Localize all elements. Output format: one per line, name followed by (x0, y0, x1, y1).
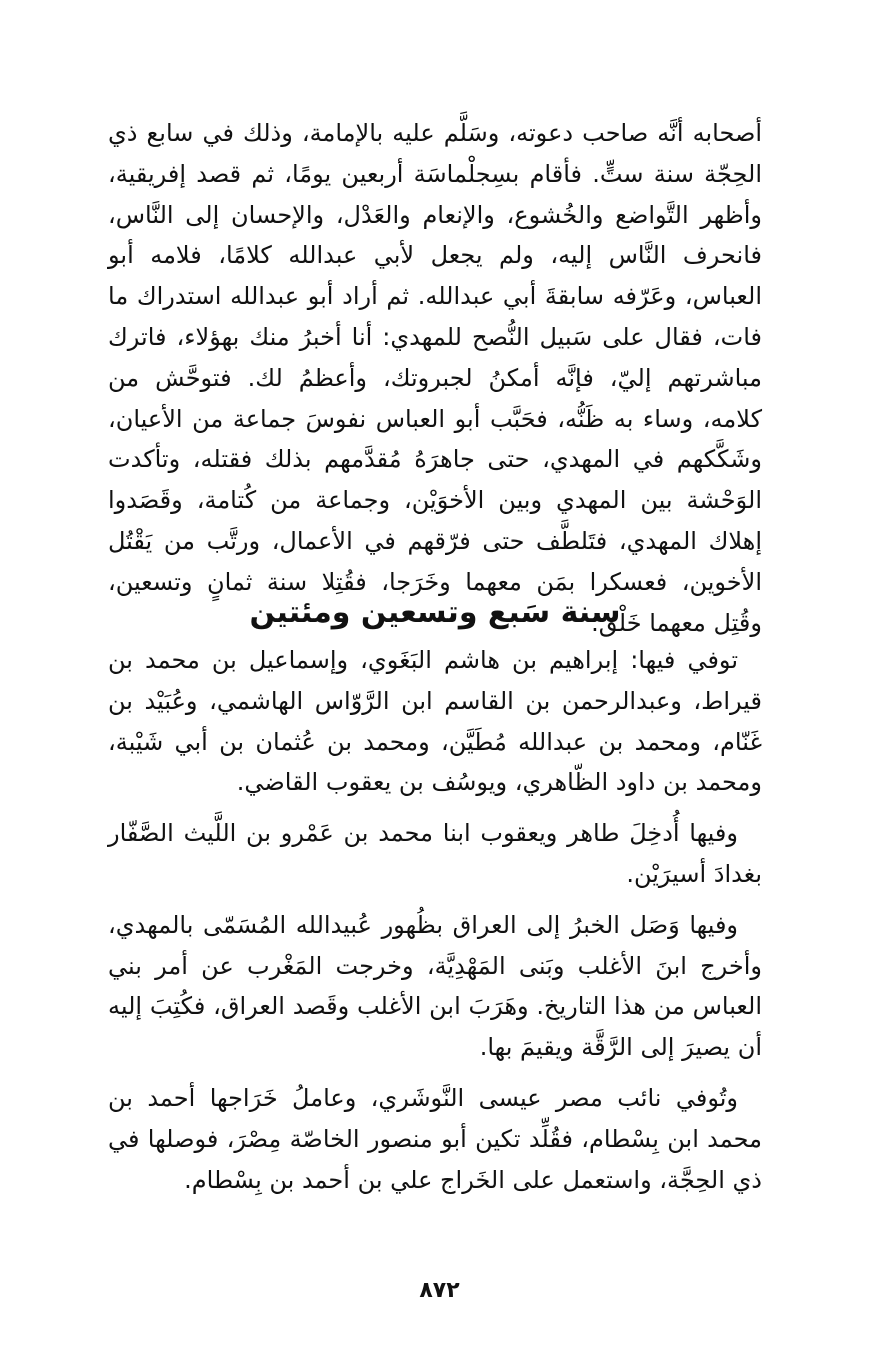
paragraph-mahdi-news: وفيها وَصَل الخبرُ إلى العراق بظُهور عُبيدالله المُسَمّى بالمهدي، وأخرج ابنَ الأغلب وبَنى المَهْدِيَّة، وخرجت المَغْرب عن أمر بني العباس من هذا التاريخ. وهَرَبَ ابن الأغلب وقَصد العراق، فكُتِبَ إليه أن يصيرَ إلى الرَّقَّة ويقيمَ بها. (108, 910, 762, 1062)
paragraph-captives: وفيها أُدخِلَ طاهر ويعقوب ابنا محمد بن عَمْرو بن اللَّيث الصَّفّار بغدادَ أسيرَيْن. (108, 819, 762, 888)
text-block-top (108, 113, 762, 643)
paragraph-continued: أصحابه أنَّه صاحب دعوته، وسَلَّم عليه بالإمامة، وذلك في سابع ذي الحِجّة سنة ستٍّ. فأقام بسِجلْماسَة أربعين يومًا، ثم قصد إفريقية، وأظهر التَّواضع والخُشوع، والإنعام والعَدْل، والإحسان إلى النَّاس، فانحرف النَّاس إليه، ولم يجعل لأبي عبدالله كلامًا، فلامه أبو العباس، وعَرّفه سابقةَ أبي عبدالله. ثم أراد أبو عبدالله استدراك ما فات، فقال على سَبيل النُّصح للمهدي: أنا أخبرُ منك بهؤلاء، فاترك مباشرتهم إليّ، فإنَّه أمكنُ لجبروتك، وأعظمُ لك. فتوحَّش من كلامه، وساء به ظَنُّه، فحَبَّب أبو العباس نفوسَ جماعة من الأعيان، وشَكَّكهم في المهدي، حتى جاهرَهُ مُقدَّمهم بذلك فقتله، وتأكدت الوَحْشة بين المهدي وبين الأخوَيْن، وجماعة من كُتامة، وقَصَدوا إهلاك المهدي، فتَلطَّف حتى فرّقهم في الأعمال، ورتَّب من يَقْتُل الأخوين، فعسكرا بمَن معهما وخَرَجا، فقُتِلا سنة ثمانٍ وتسعين، وقُتِل معهما خَلْق. (108, 119, 762, 637)
text-block-bottom (108, 640, 762, 1200)
page-number: ٨٧٢ (419, 1278, 460, 1303)
section-heading: سنة سَبع وتسعين ومئتين (249, 595, 621, 630)
paragraph-egypt-governor: وتُوفي نائب مصر عيسى النَّوشَري، وعاملُ خَرَاجها أحمد بن محمد ابن بِسْطام، فقُلِّد تكين أبو منصور الخاصّة مِصْرَ، فوصلها في ذي الحِجَّة، واستعمل على الخَراج علي بن أحمد بن بِسْطام. (108, 1083, 762, 1194)
paragraph-deaths: توفي فيها: إبراهيم بن هاشم البَغَوي، وإسماعيل بن محمد بن قيراط، وعبدالرحمن بن القاسم ابن الرَّوّاس الهاشمي، وعُبَيْد بن غَنّام، ومحمد بن عبدالله مُطَيَّن، ومحمد بن عُثمان بن أبي شَيْبة، ومحمد بن داود الظّاهري، ويوسُف بن يعقوب القاضي. (108, 646, 762, 797)
